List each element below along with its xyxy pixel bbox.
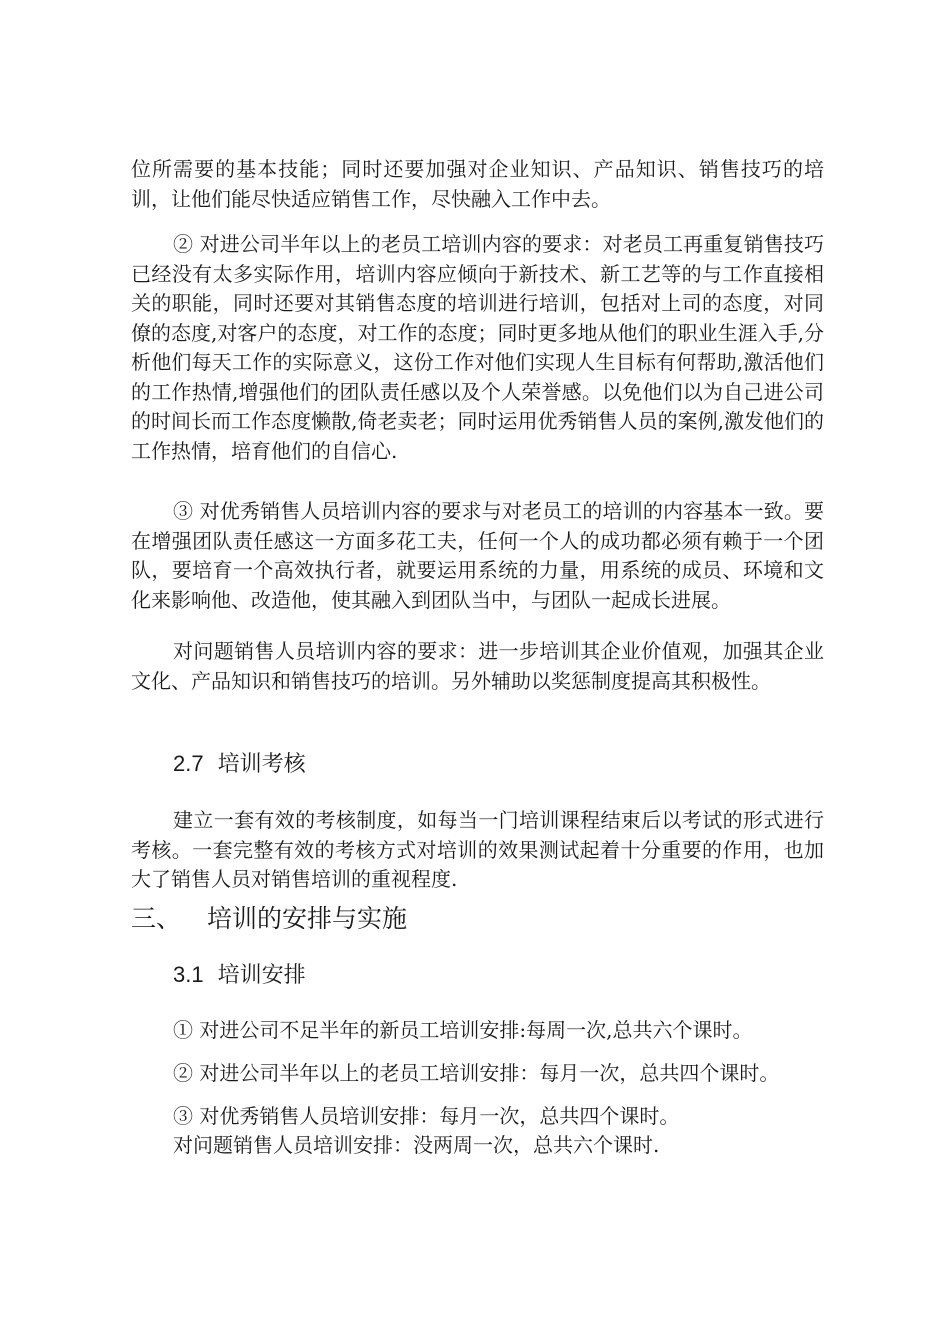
schedule-item-old-employees: ② 对进公司半年以上的老员工培训安排：每月一次，总共四个课时。 (173, 1061, 780, 1085)
section-number: 2.7 (173, 751, 204, 776)
chapter-title: 培训的安排与实施 (207, 904, 408, 933)
schedule-item-problem-sales: 对问题销售人员培训安排：没两周一次，总共六个课时. (173, 1133, 660, 1157)
chapter-heading-3 (131, 902, 407, 936)
paragraph-problem-sales-training: 对问题销售人员培训内容的要求：进一步培训其企业价值观，加强其企业文化、产品知识和销售技巧的培训。另外辅助以奖惩制度提高其积极性。 (131, 639, 824, 693)
schedule-item-new-employees: ① 对进公司不足半年的新员工培训安排:每周一次,总共六个课时。 (173, 1018, 753, 1042)
section-number: 3.1 (173, 962, 204, 987)
section-title: 培训安排 (217, 963, 306, 988)
paragraph-excellent-sales-training: ③ 对优秀销售人员培训内容的要求与对老员工的培训的内容基本一致。要在增强团队责任感这一方面多花工夫，任何一个人的成功都必须有赖于一个团队，要培育一个高效执行者，就要运用系统的力量，用系统的成员、环境和文化来影响他、改造他，使其融入到团队当中，与团队一起成长进展。 (131, 499, 824, 612)
schedule-item-excellent-sales: ③ 对优秀销售人员培训安排：每月一次，总共四个课时。 (173, 1104, 680, 1128)
section-heading-3-1 (173, 960, 306, 991)
paragraph-continuation: 位所需要的基本技能；同时还要加强对企业知识、产品知识、销售技巧的培训，让他们能尽快适应销售工作，尽快融入工作中去。 (131, 157, 824, 211)
section-heading-2-7 (173, 749, 306, 780)
chapter-number: 三、 (131, 904, 182, 933)
section-title: 培训考核 (217, 752, 306, 777)
paragraph-old-employee-training: ② 对进公司半年以上的老员工培训内容的要求：对老员工再重复销售技巧已经没有太多实际作用，培训内容应倾向于新技术、新工艺等的与工作直接相关的职能，同时还要对其销售态度的培训进行培训，包括对上司的态度，对同僚的态度,对客户的态度，对工作的态度；同时更多地从他们的职业生涯入手,分析他们每天工作的实际意义，这份工作对他们实现人生目标有何帮助,激活他们的工作热情,增强他们的团队责任感以及个人荣誉感。以免他们以为自己进公司的时间长而工作态度懒散,倚老卖老；同时运用优秀销售人员的案例,激发他们的工作热情，培育他们的自信心. (131, 232, 824, 463)
paragraph-assessment: 建立一套有效的考核制度，如每当一门培训课程结束后以考试的形式进行考核。一套完整有效的考核方式对培训的效果测试起着十分重要的作用，也加大了销售人员对销售培训的重视程度. (131, 808, 824, 891)
